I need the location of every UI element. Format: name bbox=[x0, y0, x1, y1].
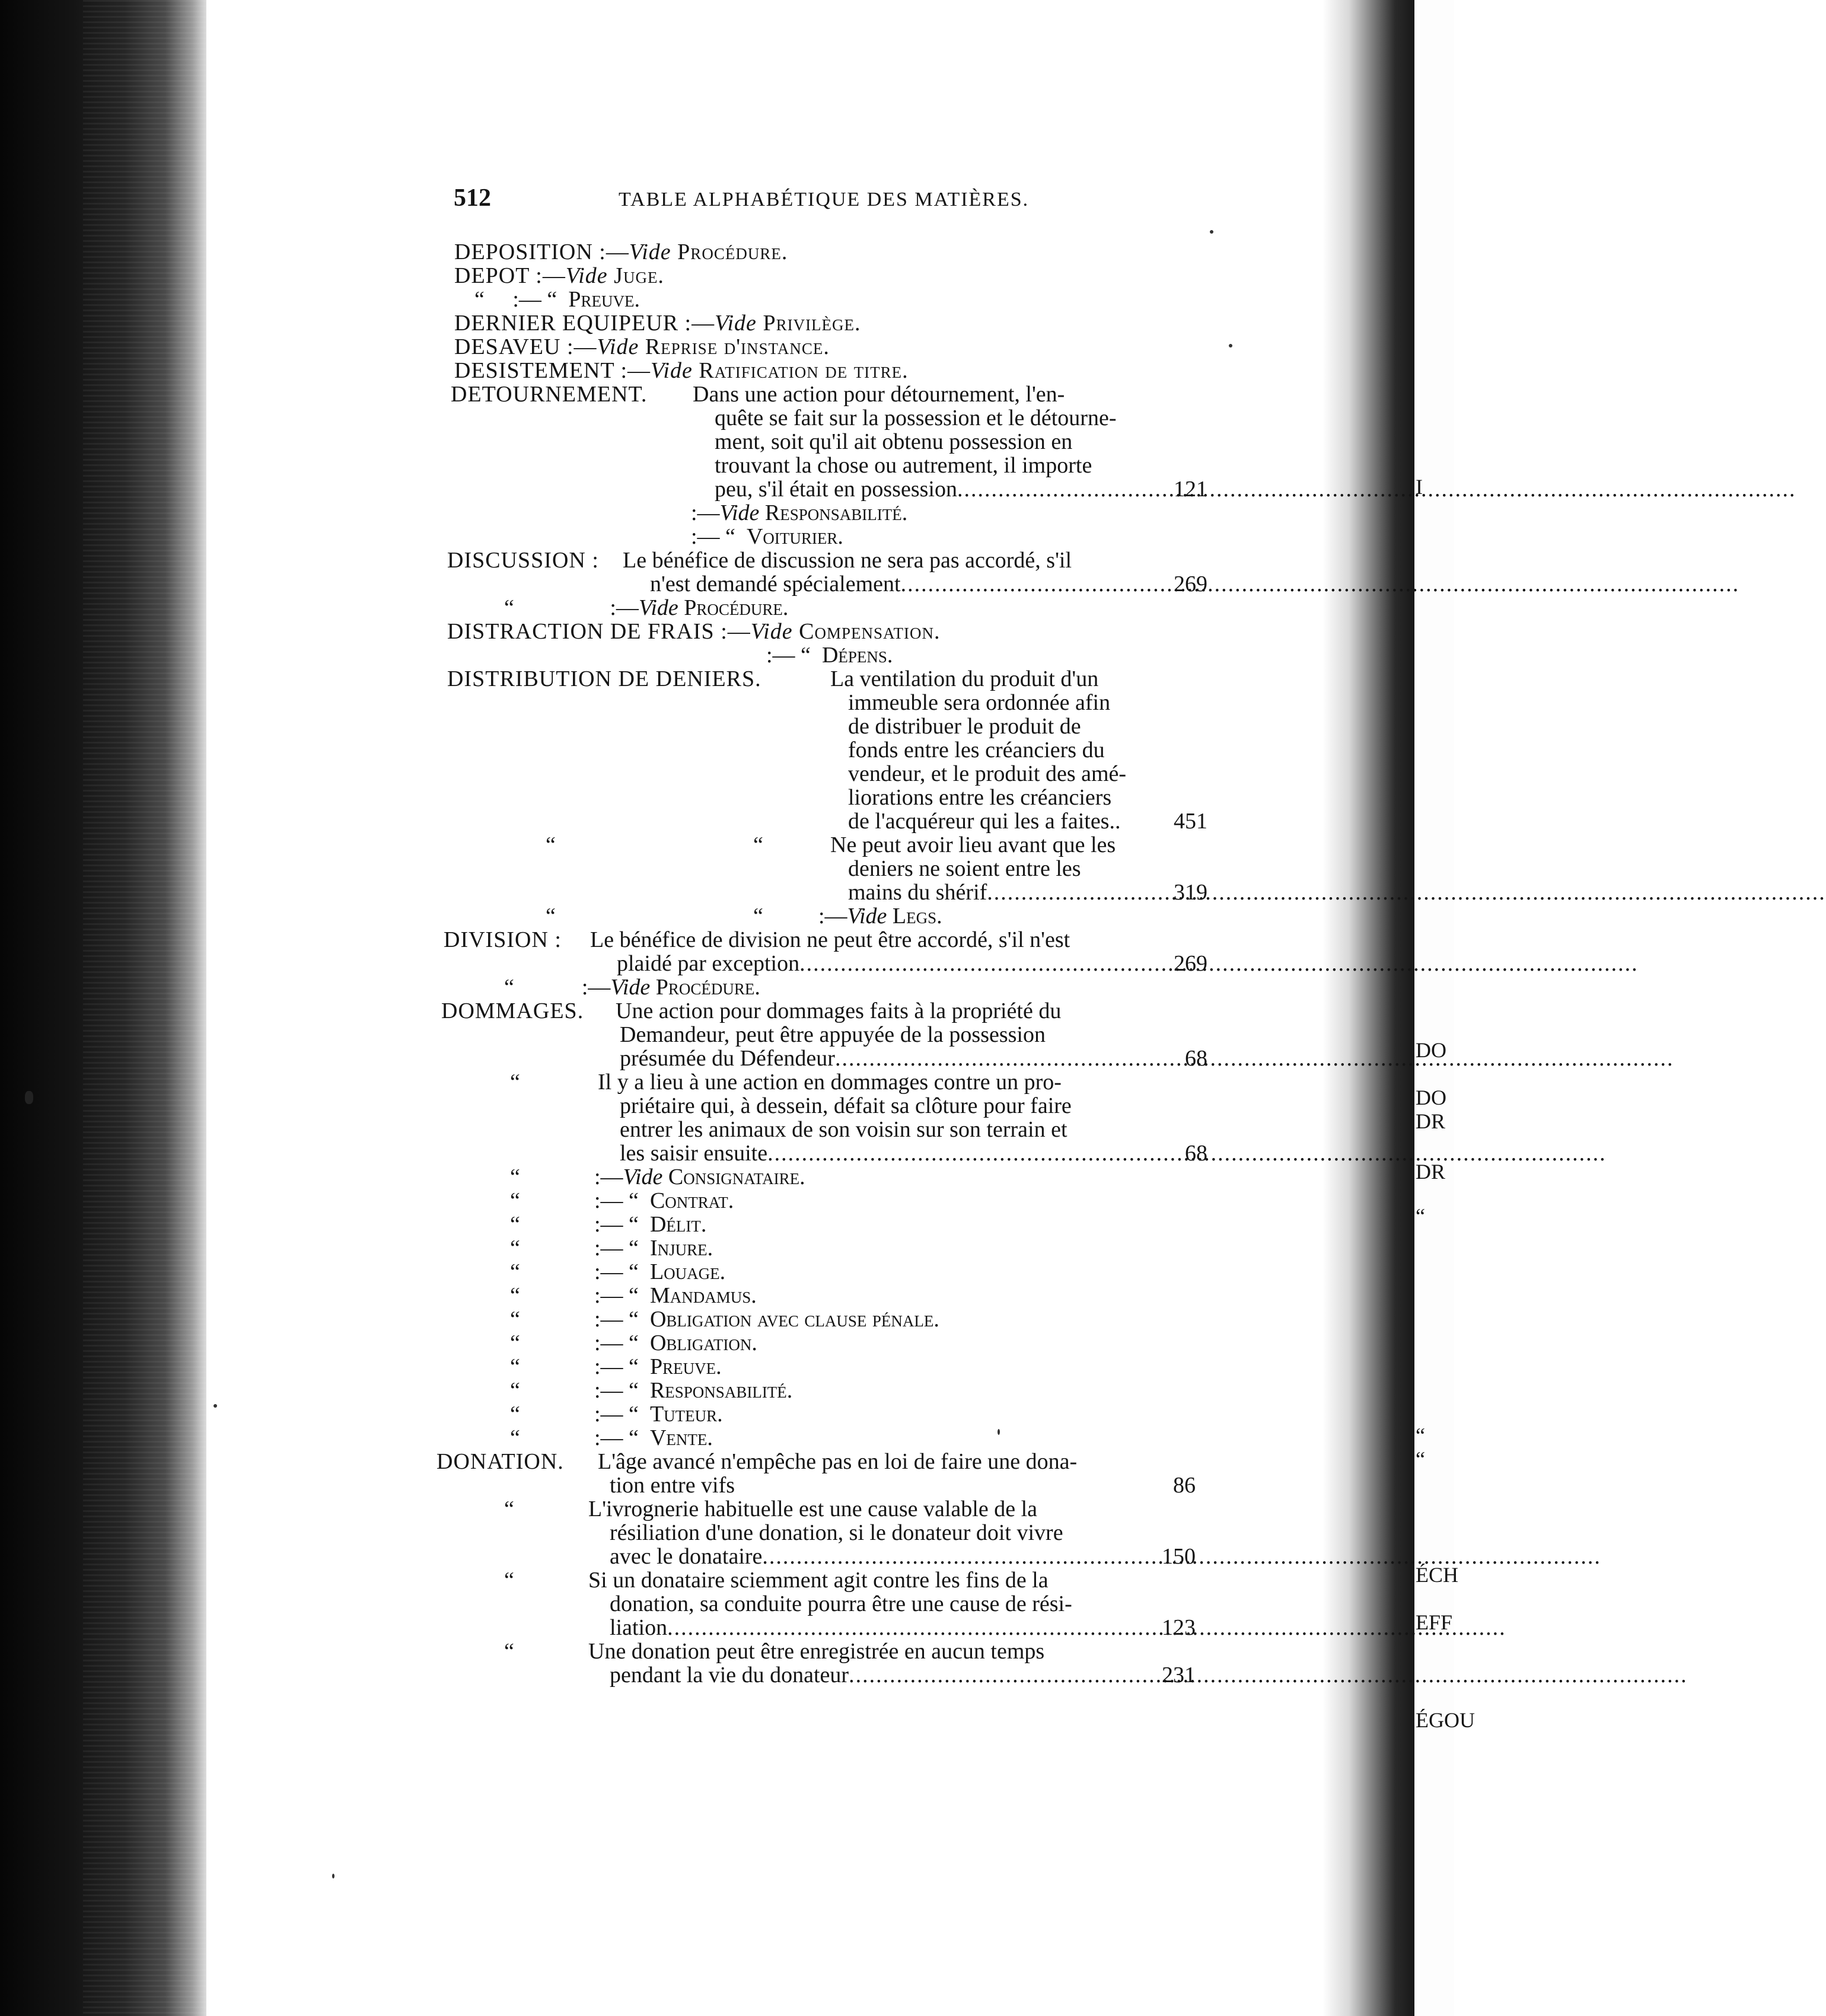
entry-text-line: Une action pour dommages faits à la propriété du bbox=[616, 999, 1062, 1023]
see-also: “ :—Vide Procédure. bbox=[504, 975, 760, 1000]
entry-text-line: Si un donataire sciemment agit contre les fins de la bbox=[588, 1568, 1049, 1593]
cross-reference: Tuteur. bbox=[649, 1402, 723, 1427]
entry-heading: DISCUSSION : bbox=[447, 548, 599, 573]
entry-heading: DONATION. bbox=[436, 1449, 564, 1474]
index-entry bbox=[454, 311, 861, 335]
entry-text-line: liation bbox=[610, 1615, 668, 1640]
leader-line bbox=[848, 881, 1049, 904]
ditto-mark: “ bbox=[504, 1639, 514, 1664]
entry-text-line: entrer les animaux de son voisin sur son terrain et bbox=[620, 1117, 1067, 1142]
see-marker: :— “ bbox=[512, 287, 557, 312]
leader-line bbox=[715, 477, 1049, 501]
cross-reference: Injure. bbox=[649, 1236, 713, 1261]
entry-heading: DIVISION : bbox=[444, 927, 562, 952]
entry-text-line: Il y a lieu à une action en dommages contre un pro- bbox=[598, 1070, 1062, 1095]
vide-label: Vide bbox=[629, 240, 671, 264]
entry-heading: DERNIER EQUIPEUR bbox=[454, 311, 679, 336]
entry-text-line: ment, soit qu'il ait obtenu possession en bbox=[715, 429, 1073, 454]
entry-text-line: présumée du Défendeur bbox=[620, 1046, 835, 1071]
leader-line bbox=[620, 1141, 1046, 1165]
page-reference: 68 bbox=[1185, 1046, 1207, 1071]
entry-text-line: Le bénéfice de division ne peut être accordé, s'il n'est bbox=[590, 927, 1070, 952]
ditto-mark: “ bbox=[504, 1497, 514, 1521]
cross-reference: Obligation avec clause pénale. bbox=[649, 1307, 939, 1332]
entry-text-line: donation, sa conduite pourra être une cause de rési- bbox=[610, 1591, 1072, 1616]
ditto-mark: “ bbox=[504, 975, 514, 1000]
entry-heading: DISTRACTION DE FRAIS bbox=[447, 619, 715, 644]
page-reference: 121 bbox=[1174, 477, 1207, 502]
see-also: :— “ Obligation. bbox=[594, 1331, 757, 1355]
entry-heading: DESAVEU bbox=[454, 334, 561, 359]
ditto-mark: “ bbox=[510, 1188, 520, 1213]
entry-text-line: de l'acquéreur qui les a faites.. bbox=[848, 809, 1121, 834]
see-also: :— “ Mandamus. bbox=[594, 1283, 757, 1308]
scan-dot bbox=[213, 1404, 217, 1408]
see-marker: :— bbox=[536, 263, 566, 288]
entry-text-line: tion entre vifs bbox=[610, 1473, 735, 1498]
adjacent-fragment: “ bbox=[1416, 1424, 1425, 1447]
entry-text-line: les saisir ensuite bbox=[620, 1141, 768, 1166]
cross-reference: Responsabilité. bbox=[649, 1378, 793, 1403]
running-title: TABLE ALPHABÉTIQUE DES MATIÈRES. bbox=[619, 189, 1030, 210]
see-also: :— “ Responsabilité. bbox=[594, 1378, 793, 1403]
see-marker: :— bbox=[566, 334, 597, 359]
entry-text-line: avec le donataire bbox=[610, 1544, 763, 1569]
see-also: “ :—Vide Procédure. bbox=[504, 595, 789, 620]
see-also: :— “ Preuve. bbox=[594, 1354, 722, 1379]
adjacent-fragment: DO bbox=[1416, 1038, 1446, 1062]
scan-dot bbox=[1229, 344, 1232, 347]
entry-text-line: trouvant la chose ou autrement, il importe bbox=[715, 453, 1092, 478]
ditto-mark: “ bbox=[510, 1259, 520, 1284]
entry-text-line: Demandeur, peut être appuyée de la possession bbox=[620, 1022, 1046, 1047]
cross-reference: Consignataire. bbox=[668, 1165, 805, 1189]
page-header bbox=[454, 184, 1118, 219]
entry-heading: DETOURNEMENT. bbox=[451, 382, 648, 407]
adjacent-fragment: ÉCH bbox=[1416, 1563, 1458, 1587]
page-reference: 150 bbox=[1162, 1544, 1196, 1569]
vide-label: Vide bbox=[715, 311, 757, 336]
cross-reference: Mandamus. bbox=[649, 1283, 757, 1308]
cross-reference: Ratification de titre. bbox=[699, 358, 909, 383]
ditto-mark: “ bbox=[510, 1070, 520, 1095]
leader-line bbox=[610, 1545, 1037, 1568]
entry-text-line: immeuble sera ordonnée afin bbox=[848, 690, 1111, 715]
index-entry bbox=[474, 288, 640, 311]
ditto-mark: “ bbox=[510, 1354, 520, 1379]
ditto-mark: “ bbox=[510, 1236, 520, 1261]
vide-label: Vide bbox=[597, 334, 639, 359]
page-reference: 86 bbox=[1173, 1473, 1196, 1498]
ditto-mark: “ bbox=[510, 1212, 520, 1237]
cross-reference: Responsabilité. bbox=[764, 500, 908, 525]
adjacent-fragment: DO bbox=[1416, 1086, 1446, 1109]
see-also: :— “ Louage. bbox=[594, 1259, 726, 1284]
entry-text-line: priétaire qui, à dessein, défait sa clôture pour faire bbox=[620, 1093, 1072, 1118]
scan-speck bbox=[25, 1091, 33, 1104]
entry-heading: DISTRIBUTION DE DENIERS. bbox=[447, 666, 761, 691]
leader-line bbox=[620, 1047, 1046, 1070]
ditto-mark: “ bbox=[510, 1378, 520, 1403]
cross-reference: Procédure. bbox=[677, 240, 788, 264]
entry-text-line: vendeur, et le produit des amé- bbox=[848, 761, 1127, 786]
binding-texture bbox=[83, 0, 208, 2016]
see-marker: :— bbox=[620, 358, 651, 383]
entry-text-line: de distribuer le produit de bbox=[848, 714, 1081, 739]
adjacent-page-edge bbox=[1414, 0, 1475, 2016]
index-entry bbox=[454, 264, 664, 288]
index-entry: DISTRACTION DE FRAIS :—Vide Compensation. bbox=[447, 619, 941, 644]
see-also: :— “ Voiturier. bbox=[691, 524, 843, 549]
vide-label: Vide bbox=[565, 263, 608, 288]
see-also: :— “ Contrat. bbox=[594, 1188, 734, 1213]
index-entry bbox=[454, 359, 909, 382]
entry-text-line: Dans une action pour détournement, l'en- bbox=[693, 382, 1065, 407]
adjacent-fragment: “ bbox=[1416, 1447, 1425, 1471]
cross-reference: Dépens. bbox=[821, 643, 893, 668]
ditto-mark: “ bbox=[474, 287, 485, 312]
entry-text-line: deniers ne soient entre les bbox=[848, 856, 1081, 881]
ditto-mark: “ bbox=[504, 1568, 514, 1593]
entry-text-line: quête se fait sur la possession et le détourne- bbox=[715, 406, 1117, 430]
entry-text-line: Une donation peut être enregistrée en aucun temps bbox=[588, 1639, 1045, 1664]
cross-reference: Juge. bbox=[614, 263, 664, 288]
page-reference: 231 bbox=[1162, 1663, 1196, 1688]
entry-text-line: La ventilation du produit d'un bbox=[830, 666, 1099, 691]
entry-text-line: résiliation d'une donation, si le donateur doit vivre bbox=[610, 1520, 1063, 1545]
ditto-mark: “ bbox=[510, 1425, 520, 1450]
entry-heading: DEPOSITION bbox=[454, 240, 593, 264]
page-reference: 319 bbox=[1174, 880, 1207, 905]
entry-text-line: L'ivrognerie habituelle est une cause valable de la bbox=[588, 1497, 1038, 1521]
cross-reference: Vente. bbox=[649, 1425, 713, 1450]
entry-text-line: n'est demandé spécialement bbox=[650, 572, 901, 596]
cross-reference: Reprise d'instance. bbox=[645, 334, 830, 359]
cross-reference: Obligation. bbox=[649, 1331, 757, 1355]
entry-text-line: pendant la vie du donateur bbox=[610, 1663, 849, 1688]
cross-reference: Louage. bbox=[649, 1259, 726, 1284]
index-entry bbox=[454, 240, 788, 264]
cross-reference: Compensation. bbox=[799, 619, 941, 644]
cross-reference: Procédure. bbox=[684, 595, 789, 620]
entry-text-line: Le bénéfice de discussion ne sera pas accordé, s'il bbox=[623, 548, 1072, 573]
entry-heading: DESISTEMENT bbox=[454, 358, 614, 383]
entry-text-line: mains du shérif bbox=[848, 880, 987, 905]
entry-text-line: peu, s'il était en possession bbox=[715, 477, 957, 502]
cross-reference: Legs. bbox=[892, 904, 942, 929]
page-reference: 269 bbox=[1174, 951, 1207, 976]
adjacent-fragment: I bbox=[1416, 475, 1423, 499]
entry-text-line: Ne peut avoir lieu avant que les bbox=[830, 832, 1116, 857]
ditto-mark: “ bbox=[504, 595, 514, 620]
cross-reference: Preuve. bbox=[568, 287, 640, 312]
see-also: :—Vide Responsabilité. bbox=[691, 500, 908, 525]
page-reference: 68 bbox=[1185, 1141, 1207, 1166]
adjacent-fragment: DR bbox=[1416, 1160, 1446, 1184]
index-entry bbox=[454, 335, 830, 359]
adjacent-fragment: DR bbox=[1416, 1109, 1446, 1133]
see-also: :— “ Obligation avec clause pénale. bbox=[594, 1307, 939, 1332]
page-reference: 269 bbox=[1174, 572, 1207, 596]
page-reference: 123 bbox=[1162, 1615, 1196, 1640]
ditto-mark: “ bbox=[510, 1402, 520, 1427]
see-marker: :— bbox=[684, 311, 715, 336]
see-also: :—Vide Legs. bbox=[818, 904, 942, 929]
ditto-mark: “ bbox=[753, 832, 763, 857]
leader-line bbox=[617, 952, 1046, 975]
ditto-mark: “ bbox=[510, 1331, 520, 1355]
ditto-mark: “ bbox=[510, 1165, 520, 1189]
see-also: :—Vide Consignataire. bbox=[594, 1165, 805, 1189]
scan-dot bbox=[998, 1429, 1000, 1435]
cross-reference: Procédure. bbox=[655, 975, 760, 1000]
entry-heading: DOMMAGES. bbox=[441, 999, 584, 1023]
see-marker: :— bbox=[599, 240, 629, 264]
see-also: :— “ Tuteur. bbox=[594, 1402, 723, 1427]
cross-reference: Preuve. bbox=[649, 1354, 722, 1379]
cross-reference: Privilège. bbox=[763, 311, 861, 336]
see-also: :— “ Vente. bbox=[594, 1425, 713, 1450]
leader-line bbox=[650, 572, 1049, 596]
adjacent-fragment: EFF bbox=[1416, 1610, 1453, 1634]
see-also: :— “ Délit. bbox=[594, 1212, 707, 1237]
ditto-mark: “ bbox=[546, 904, 556, 929]
ditto-mark: “ bbox=[753, 904, 763, 929]
scan-dot bbox=[332, 1874, 334, 1878]
page-reference: 451 bbox=[1174, 809, 1207, 834]
cross-reference: Délit. bbox=[649, 1212, 707, 1237]
see-also: :— “ Injure. bbox=[594, 1236, 713, 1261]
leader-line bbox=[610, 1616, 1037, 1639]
cross-reference: Contrat. bbox=[649, 1188, 734, 1213]
adjacent-fragment: “ bbox=[1416, 1204, 1425, 1228]
scan-dot bbox=[1210, 230, 1213, 234]
entry-text-line: L'âge avancé n'empêche pas en loi de faire une dona- bbox=[598, 1449, 1078, 1474]
adjacent-fragment: ÉGOU bbox=[1416, 1708, 1475, 1732]
ditto-mark: “ bbox=[510, 1283, 520, 1308]
see-also: :— “ Dépens. bbox=[766, 643, 893, 668]
ditto-mark: “ bbox=[546, 832, 556, 857]
entry-text-line: plaidé par exception bbox=[617, 951, 800, 976]
entry-heading: DEPOT bbox=[454, 263, 530, 288]
entry-text-line: fonds entre les créanciers du bbox=[848, 738, 1105, 763]
entry-text-line: liorations entre les créanciers bbox=[848, 785, 1112, 810]
page-number: 512 bbox=[454, 184, 491, 212]
ditto-mark: “ bbox=[510, 1307, 520, 1332]
leader-line bbox=[610, 1663, 1037, 1687]
vide-label: Vide bbox=[651, 358, 693, 383]
cross-reference: Voiturier. bbox=[746, 524, 843, 549]
